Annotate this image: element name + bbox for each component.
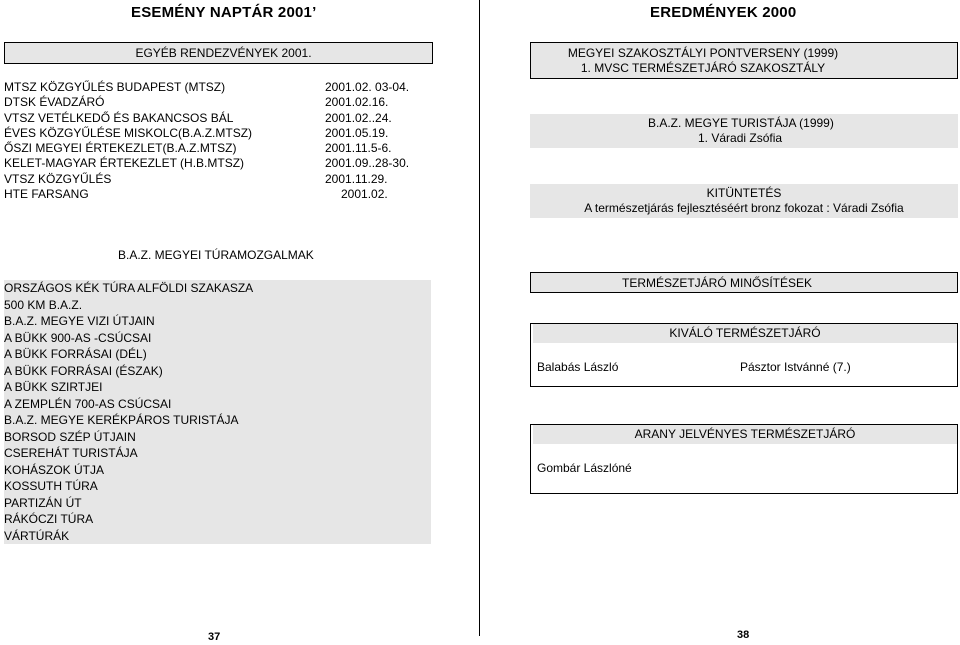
event-name: HTE FARSANG — [4, 187, 89, 202]
event-name: MTSZ KÖZGYŰLÉS BUDAPEST (MTSZ) — [4, 80, 226, 94]
event-name: KELET-MAGYAR ÉRTEKEZLET (H.B.MTSZ) — [4, 156, 245, 171]
minosites-title: TERMÉSZETJÁRÓ MINŐSÍTÉSEK — [530, 272, 958, 293]
tura-item: RÁKÓCZI TÚRA — [4, 511, 431, 528]
tura-list — [4, 280, 431, 544]
tura-item: A ZEMPLÉN 700-AS CSÚCSAI — [4, 396, 431, 413]
kituntetes-title: KITÜNTETÉS — [706, 186, 782, 200]
arany-box — [530, 424, 958, 494]
tura-item: KOSSUTH TÚRA — [4, 478, 431, 495]
events-list — [4, 80, 434, 202]
kivalo-name: Balabás László — [537, 360, 619, 374]
left-page-number: 37 — [208, 631, 221, 643]
event-name: ŐSZI MEGYEI ÉRTEKEZLET(B.A.Z.MTSZ) — [4, 141, 237, 156]
event-name: DTSK ÉVADZÁRÓ — [4, 95, 105, 110]
pontverseny-box — [530, 42, 958, 79]
event-date: 2001.09..28-30. — [325, 156, 410, 171]
kivalo-name: Pásztor Istvánné (7.) — [740, 360, 851, 374]
event-date: 2001.11.5-6. — [325, 141, 392, 156]
tura-item: PARTIZÁN ÚT — [4, 495, 431, 512]
tura-item: ORSZÁGOS KÉK TÚRA ALFÖLDI SZAKASZA — [4, 280, 431, 297]
event-row — [4, 126, 434, 141]
tura-item: A BÜKK FORRÁSAI (DÉL) — [4, 346, 431, 363]
event-row — [4, 111, 434, 126]
left-page-title: ESEMÉNY NAPTÁR 2001’ — [131, 4, 317, 21]
turistaja-box — [530, 114, 958, 148]
tura-item: BORSOD SZÉP ÚTJAIN — [4, 429, 431, 446]
tura-item: A BÜKK 900-AS -CSÚCSAI — [4, 330, 431, 347]
tura-item: 500 KM B.A.Z. — [4, 297, 431, 314]
arany-name: Gombár Lászlóné — [537, 461, 632, 475]
turistaja-line1: B.A.Z. MEGYE TURISTÁJA (1999) — [648, 116, 834, 130]
event-row — [4, 141, 434, 156]
tura-item: A BÜKK FORRÁSAI (ÉSZAK) — [4, 363, 431, 380]
event-name: VTSZ KÖZGYŰLÉS — [4, 171, 112, 186]
pontverseny-line1: MEGYEI SZAKOSZTÁLYI PONTVERSENY (1999) — [567, 46, 839, 60]
event-row — [4, 156, 434, 171]
event-date: 2001.11.29. — [325, 171, 388, 186]
events-header: EGYÉB RENDEZVÉNYEK 2001. — [4, 42, 433, 64]
right-page-title: EREDMÉNYEK 2000 — [650, 4, 797, 21]
tura-item: A BÜKK SZIRTJEI — [4, 379, 431, 396]
tura-item: VÁRTÚRÁK — [4, 528, 431, 545]
arany-title: ARANY JELVÉNYES TERMÉSZETJÁRÓ — [533, 425, 957, 444]
event-row — [4, 80, 434, 95]
event-row — [4, 187, 434, 202]
event-name: VTSZ VETÉLKEDŐ ÉS BAKANCSOS BÁL — [4, 110, 234, 125]
pontverseny-line2: 1. MVSC TERMÉSZETJÁRÓ SZAKOSZTÁLY — [580, 61, 826, 75]
page-divider — [479, 0, 480, 636]
event-date: 2001.02. 03-04. — [325, 80, 410, 94]
kituntetes-box — [530, 184, 958, 218]
event-name: ÉVES KÖZGYŰLÉSE MISKOLC(B.A.Z.MTSZ) — [4, 125, 253, 140]
kivalo-box — [530, 323, 958, 387]
tura-item: KOHÁSZOK ÚTJA — [4, 462, 431, 479]
tura-header: B.A.Z. MEGYEI TÚRAMOZGALMAK — [118, 248, 314, 262]
tura-item: CSEREHÁT TURISTÁJA — [4, 445, 431, 462]
event-date: 2001.02. — [341, 187, 388, 202]
tura-item: B.A.Z. MEGYE KERÉKPÁROS TURISTÁJA — [4, 412, 431, 429]
event-row — [4, 172, 434, 187]
tura-item: B.A.Z. MEGYE VIZI ÚTJAIN — [4, 313, 431, 330]
kituntetes-text: A természetjárás fejlesztéséért bronz fokozat : Váradi Zsófia — [584, 201, 904, 215]
right-page-number: 38 — [737, 629, 750, 641]
event-date: 2001.02..24. — [325, 110, 392, 125]
event-row — [4, 95, 434, 110]
event-date: 2001.05.19. — [325, 125, 389, 140]
event-date: 2001.02.16. — [325, 95, 389, 110]
kivalo-title: KIVÁLÓ TERMÉSZETJÁRÓ — [533, 324, 957, 343]
turistaja-line2: 1. Váradi Zsófia — [698, 131, 783, 145]
